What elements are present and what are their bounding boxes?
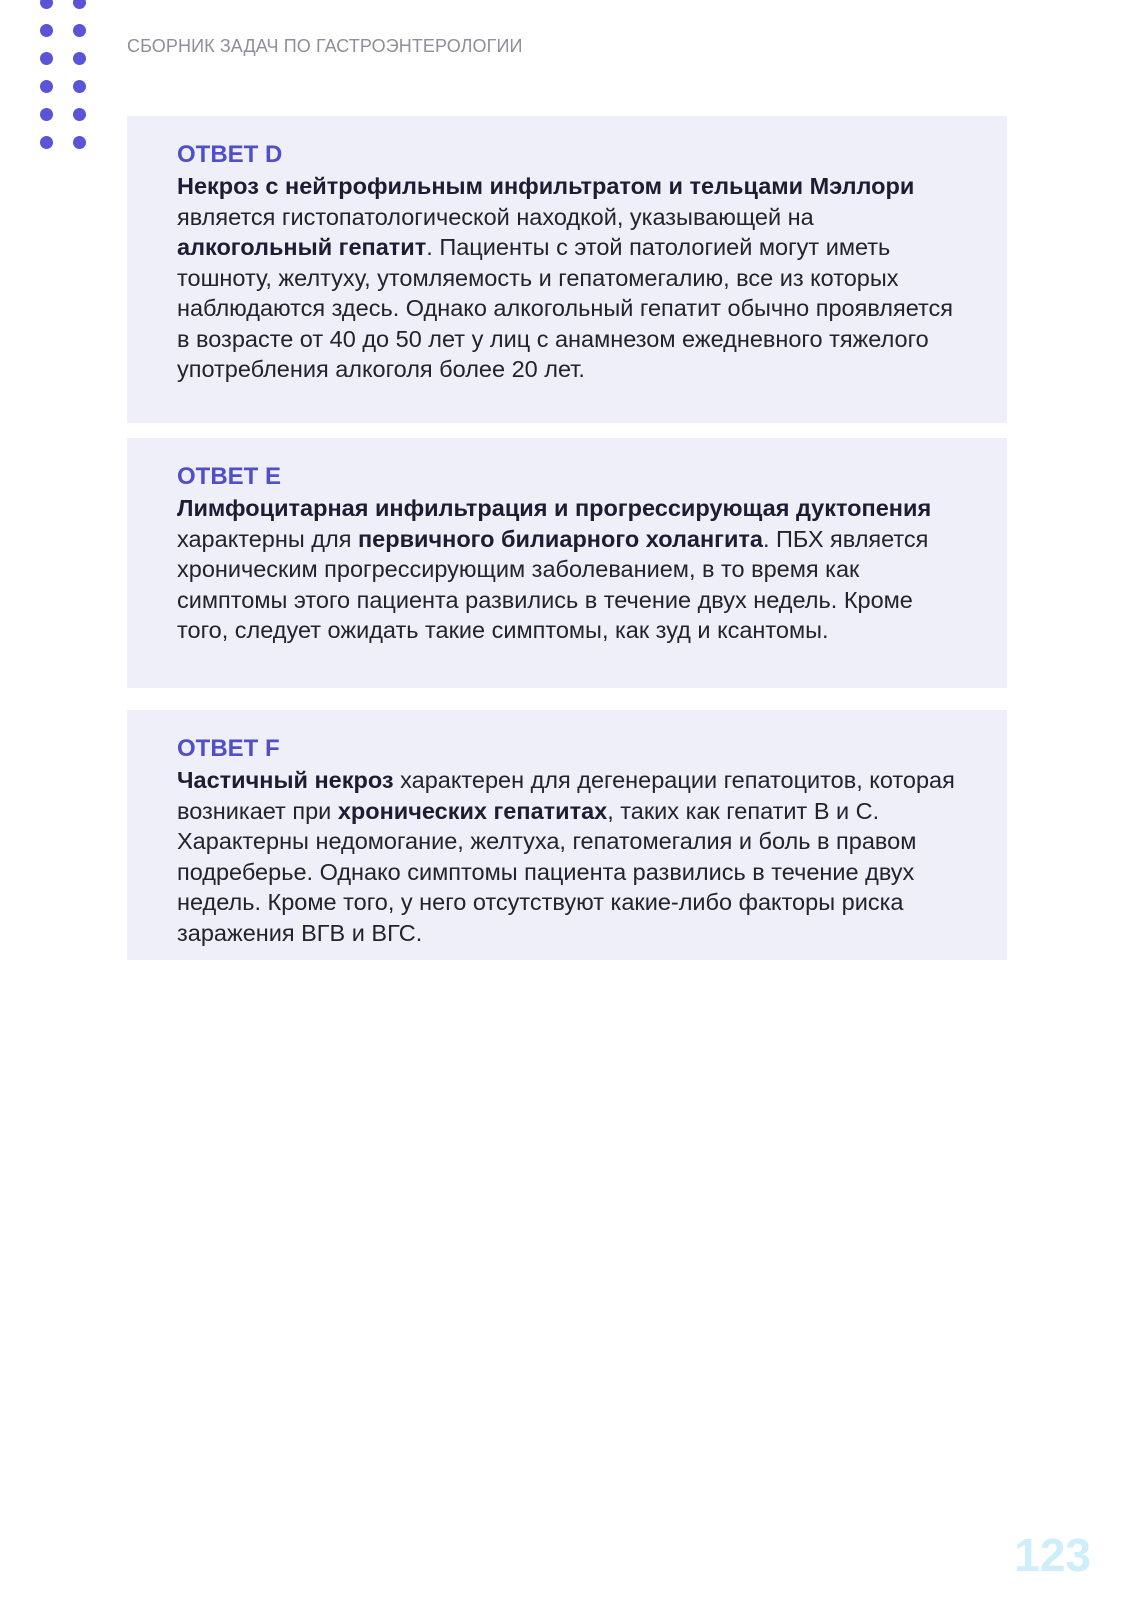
bold-phrase: первичного билиарного холангита <box>357 525 763 552</box>
text-fragment: характерны для <box>177 525 358 552</box>
page-number: 123 <box>1014 1529 1091 1581</box>
text-fragment: характерен для дегенерации гепатоцитов, которая возникает при <box>177 767 955 824</box>
decorative-dots <box>40 0 84 149</box>
dot-icon <box>73 80 86 93</box>
answer-text <box>177 493 967 646</box>
answer-text <box>177 171 967 385</box>
text-fragment: . ПБХ является хроническим прогрессирующим заболеванием, в то время как симптомы этого пациента развились в течение двух недель. Кроме того, следует ожидать такие симптомы, как зуд и ксантомы. <box>177 525 929 643</box>
answer-block-d <box>127 116 1007 423</box>
dot-icon <box>73 24 86 37</box>
running-header: СБОРНИК ЗАДАЧ ПО ГАСТРОЭНТЕРОЛОГИИ <box>127 36 523 56</box>
answer-title: ОТВЕТ D <box>177 141 283 168</box>
dot-icon <box>73 0 86 9</box>
dot-icon <box>40 108 53 121</box>
answer-title: ОТВЕТ F <box>177 735 280 762</box>
answer-title: ОТВЕТ E <box>177 463 282 490</box>
answer-block-f <box>127 710 1007 960</box>
answer-block-e <box>127 438 1007 688</box>
dot-icon <box>73 52 86 65</box>
dot-icon <box>40 52 53 65</box>
dot-icon <box>73 136 86 149</box>
dot-icon <box>73 108 86 121</box>
dot-icon <box>40 24 53 37</box>
text-fragment: . Пациенты с этой патологией могут иметь тошноту, желтуху, утомляемость и гепатомегалию, все из которых наблюдаются здесь. Однако алкогольный гепатит обычно проявляется в возрасте от 40 до 50 лет у лиц с анамнезом ежедневного тяжелого употребления алкоголя более 20 лет. <box>177 234 953 382</box>
bold-phrase: Лимфоцитарная инфильтрация и прогрессирующая дуктопения <box>177 495 932 521</box>
dot-icon <box>40 0 53 9</box>
bold-phrase: Некроз с нейтрофильным инфильтратом и тельцами Мэллори <box>177 173 915 199</box>
text-fragment: является гистопатологической находкой, указывающей на <box>177 203 814 230</box>
bold-phrase: Частичный некроз <box>177 767 394 793</box>
dot-icon <box>40 80 53 93</box>
bold-phrase: хронических гепатитах <box>337 797 608 824</box>
answer-text <box>177 765 967 948</box>
bold-phrase: алкогольный гепатит <box>177 234 427 260</box>
text-fragment: , таких как гепатит B и C. Характерны недомогание, желтуха, гепатомегалия и боль в правом подреберье. Однако симптомы пациента развились в течение двух недель. Кроме того, у него отсутствуют какие-либо факторы риска заражения ВГВ и ВГС. <box>177 797 917 946</box>
dot-icon <box>40 136 53 149</box>
